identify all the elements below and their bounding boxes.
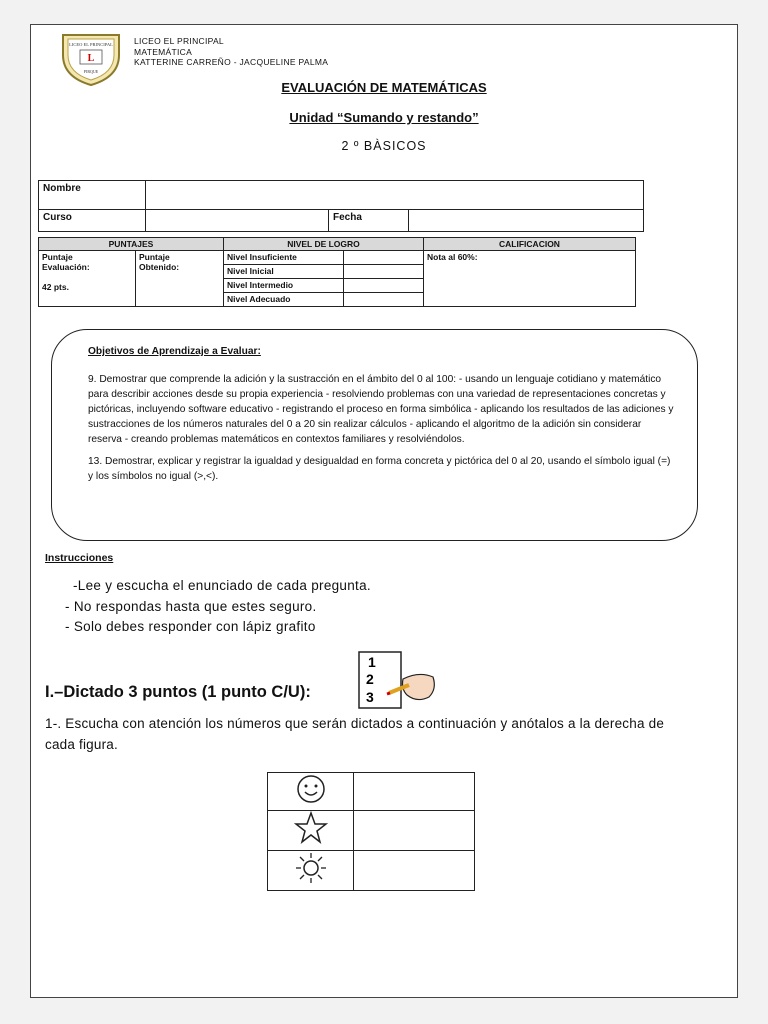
- level-insuficiente-field[interactable]: [344, 251, 424, 265]
- instruction-2: - No respondas hasta que estes seguro.: [65, 599, 317, 614]
- dictation-table: [267, 772, 475, 891]
- eval-label-2: Evaluación:: [42, 262, 90, 272]
- answer-field-1[interactable]: [354, 773, 475, 811]
- objectives-heading: Objetivos de Aprendizaje a Evaluar:: [88, 346, 261, 357]
- header-calificacion: CALIFICACION: [424, 238, 636, 251]
- instruction-1: -Lee y escucha el enunciado de cada pregunta.: [73, 578, 371, 593]
- dictation-icon: [353, 649, 439, 711]
- name-label: Nombre: [39, 181, 146, 210]
- grade-label: 2 º BÀSICOS: [341, 139, 427, 153]
- level-intermedio: Nivel Intermedio: [224, 279, 344, 293]
- answer-field-2[interactable]: [354, 811, 475, 851]
- eval-points-cell: [39, 251, 136, 307]
- school-crest-icon: [59, 31, 123, 87]
- level-adecuado-field[interactable]: [344, 293, 424, 307]
- smiley-icon: [268, 773, 354, 811]
- crest-top-text: LICEO EL PRINCIPAL: [69, 42, 113, 47]
- instruction-3: - Solo debes responder con lápiz grafito: [65, 619, 316, 634]
- objectives-box: [51, 329, 698, 541]
- eval-points: 42 pts.: [42, 282, 69, 292]
- dictation-digit-2: 2: [366, 671, 374, 687]
- date-field[interactable]: [409, 210, 644, 232]
- subject-name: MATEMÁTICA: [134, 46, 193, 57]
- school-name: LICEO EL PRINCIPAL: [134, 36, 224, 46]
- exam-title: EVALUACIÓN DE MATEMÁTICAS: [281, 80, 487, 95]
- level-inicial-field[interactable]: [344, 265, 424, 279]
- level-insuficiente: Nivel Insuficiente: [224, 251, 344, 265]
- dictation-digit-3: 3: [366, 689, 374, 705]
- course-field[interactable]: [146, 210, 329, 232]
- dictation-digit-1: 1: [368, 654, 376, 670]
- objective-9: 9. Demostrar que comprende la adición y la sustracción en el ámbito del 0 al 100: - usando un lenguaje cotidiano y matemático para describir acciones desde su propia experiencia - resolviendo problemas con una variedad de representaciones concretas y pictóricas, incluyendo software educativo - registrando el proceso en forma simbólica - aplicando los resultados de las adiciones y sustracciones de los números naturales del 0 a 20 sin realizar cálculos - aplicando el algoritmo de la adición sin considerar reserva - creando problemas matemáticos en contextos familiares y resolviéndolos.: [88, 374, 674, 445]
- student-info-table: [38, 180, 644, 232]
- date-label: Fecha: [329, 210, 409, 232]
- answer-field-3[interactable]: [354, 851, 475, 891]
- star-icon: [268, 811, 354, 851]
- obtained-points-cell: [136, 251, 224, 307]
- crest-bottom-text: PIRQUE: [83, 69, 99, 74]
- score-table: [38, 237, 636, 307]
- teacher-names: KATTERINE CARREÑO - JACQUELINE PALMA: [134, 57, 329, 67]
- level-adecuado: Nivel Adecuado: [224, 293, 344, 307]
- obtained-label-2: Obtenido:: [139, 262, 180, 272]
- eval-label-1: Puntaje: [42, 252, 73, 262]
- instructions-heading: Instrucciones: [45, 552, 114, 564]
- exam-page: [30, 24, 738, 998]
- header-puntajes: PUNTAJES: [39, 238, 224, 251]
- name-field[interactable]: [146, 181, 644, 210]
- school-header: [134, 36, 328, 68]
- section-1-title: I.–Dictado 3 puntos (1 punto C/U):: [45, 683, 311, 701]
- question-1: 1-. Escucha con atención los números que serán dictados a continuación y anótalos a la derecha de cada figura.: [45, 716, 665, 752]
- level-intermedio-field[interactable]: [344, 279, 424, 293]
- grade-note: Nota al 60%:: [424, 251, 636, 307]
- sun-icon: [268, 851, 354, 891]
- objective-13: 13. Demostrar, explicar y registrar la igualdad y desigualdad en forma concreta y pictórica del 0 al 20, usando el símbolo igual (=) y los símbolos no igual (>,<).: [88, 456, 671, 482]
- unit-title: Unidad “Sumando y restando”: [289, 110, 479, 125]
- crest-letter: L: [87, 53, 95, 64]
- level-inicial: Nivel Inicial: [224, 265, 344, 279]
- header-nivel-logro: NIVEL DE LOGRO: [224, 238, 424, 251]
- course-label: Curso: [39, 210, 146, 232]
- obtained-label-1: Puntaje: [139, 252, 170, 262]
